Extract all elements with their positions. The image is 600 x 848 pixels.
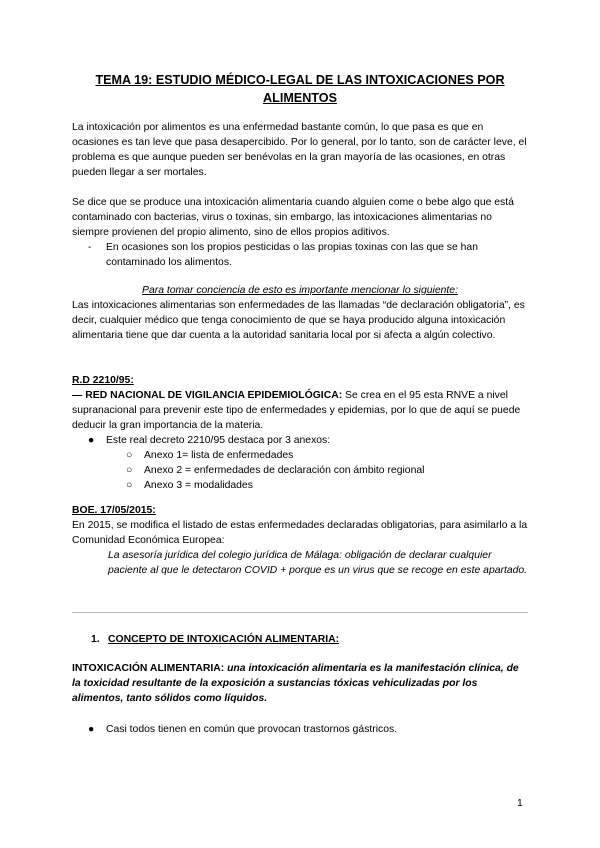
annex-text: Anexo 2 = enfermedades de declaración con ámbito regional [144,465,425,476]
concept-definition [72,661,528,706]
annex-item [126,478,253,493]
rnve-lead: — RED NACIONAL DE VIGILANCIA EPIDEMIOLÓGICA: [72,390,343,401]
definition-text: una intoxicación alimentaria es la manifestación clínica, de la toxicidad resultante de la exposición a sustancias tóxicas vehiculizadas por los alimentos, tanto sólidos como líquidos. [72,663,519,704]
intro-paragraph: La intoxicación por alimentos es una enfermedad bastante común, lo que pasa es que en ocasiones es tan leve que pasa desapercibido. Por lo general, por lo tanto, son de carácter leve, el problema es que aunque pueden ser benévolas en la gran mayoría de las ocasiones, en otras pueden llegar a ser mortales. [72,122,527,178]
document-title [72,71,528,107]
annex-item [126,448,293,463]
section-number: 1. [91,634,100,645]
section-title: CONCEPTO DE INTOXICACIÓN ALIMENTARIA: [108,634,340,645]
rnve-text: Se crea en el 95 esta RNVE a nivel supranacional para prevenir este tipo de enfermedades y epidemias, por lo que de aquí se puede deducir la gran importancia de la materia. [72,390,521,431]
boe-paragraph: En 2015, se modifica el listado de estas enfermedades declaradas obligatorias, para asimilarlo a la Comunidad Económica Europea: [72,520,528,546]
title-line-2: ALIMENTOS [263,91,337,105]
final-bullet-text: Casi todos tienen en común que provocan trastornos gástricos. [106,724,398,735]
rd-bullet [88,433,330,448]
rnve-paragraph [72,388,528,433]
sub-bullet-marker: ○ [126,450,133,461]
rd-bullet-text: Este real decreto 2210/95 destaca por 3 anexos: [106,435,331,446]
dash-marker: - [88,242,92,253]
sub-bullet-marker: ○ [126,465,133,476]
important-note: Para tomar conciencia de esto es importante mencionar lo siguiente: [142,285,458,296]
annex-item [126,463,424,478]
horizontal-divider [72,612,528,613]
definition-term: INTOXICACIÓN ALIMENTARIA: [72,663,225,674]
title-line-1: TEMA 19: ESTUDIO MÉDICO-LEGAL DE LAS INTOXICACIONES POR [95,73,505,87]
boe-heading: BOE. 17/05/2015: [72,505,156,516]
declaration-paragraph: Las intoxicaciones alimentarias son enfermedades de las llamadas “de declaración obligatoria”, es decir, cualquier médico que tenga conocimiento de que se haya producido alguna intoxicación alimentaria tiene que dar cuenta a la autoridad sanitaria local por si afecta a algún colectivo. [72,300,525,341]
section-heading [91,632,339,647]
rd-heading: R.D 2210/95: [72,375,134,386]
annex-text: Anexo 1= lista de enfermedades [144,450,294,461]
dash-item-text: En ocasiones son los propios pesticidas o las propias toxinas con las que se han contaminado los alimentos. [106,242,478,268]
annex-text: Anexo 3 = modalidades [144,480,253,491]
bullet-marker: ● [88,724,95,735]
sub-bullet-marker: ○ [126,480,133,491]
page-number: 1 [517,798,523,809]
bullet-marker: ● [88,435,95,446]
final-bullet [88,722,397,737]
dash-list-item [88,240,518,270]
definition-paragraph: Se dice que se produce una intoxicación alimentaria cuando alguien come o bebe algo que está contaminado con bacterias, virus o toxinas, sin embargo, las intoxicaciones alimentarias no siempre provienen del propio alimento, sino de ellos propios aditivos. [72,197,514,238]
boe-quote: La asesoría jurídica del colegio jurídica de Málaga: obligación de declarar cualquier paciente al que le detectaron COVID + porque es un virus que se recoge en este apartado. [108,550,528,576]
